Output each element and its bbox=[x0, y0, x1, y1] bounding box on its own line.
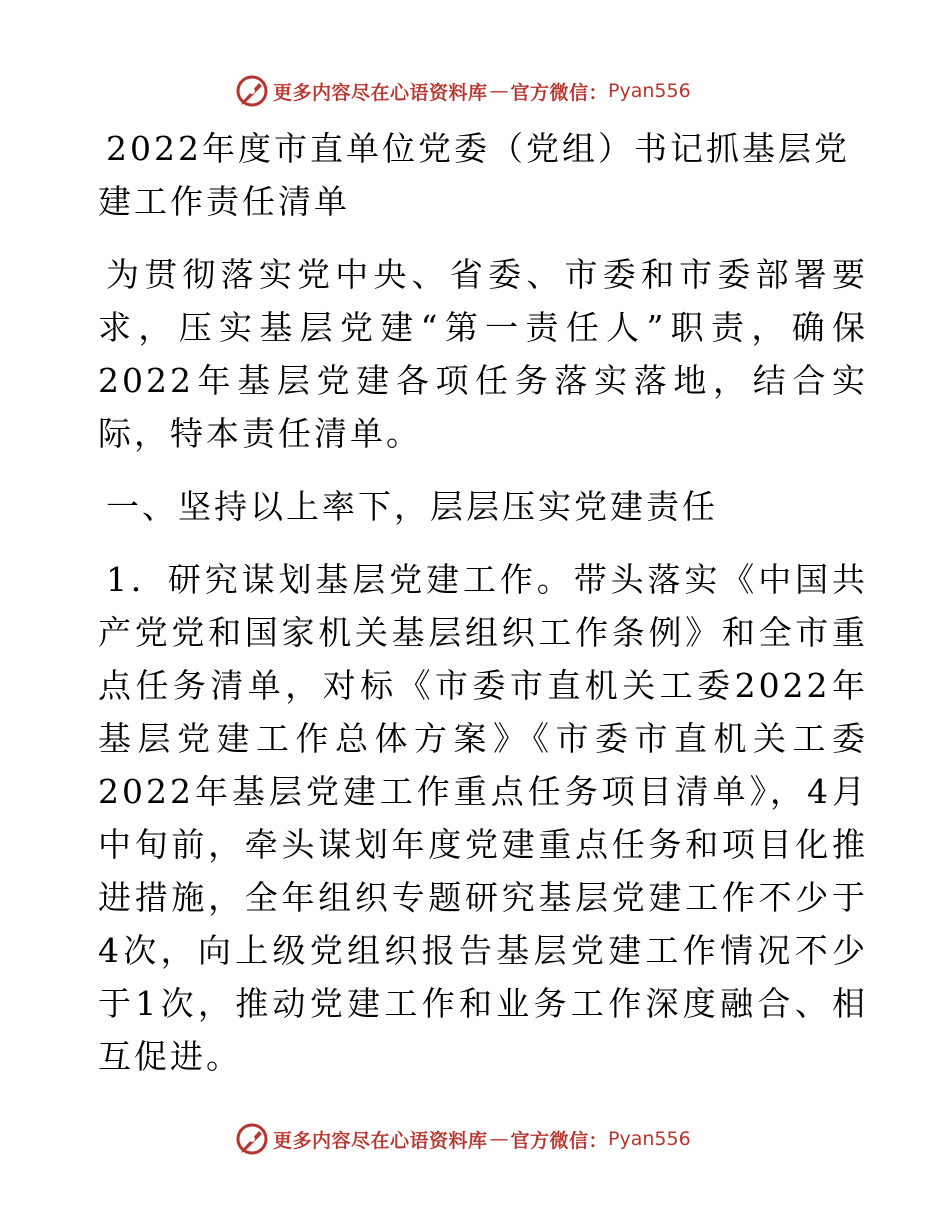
watermark-brand-text: 更多内容尽在心语资料库 bbox=[273, 81, 488, 104]
document-body bbox=[98, 122, 868, 1083]
intro-paragraph: 为贯彻落实党中央、省委、市委和市委部署要求，压实基层党建“第一责任人”职责，确保2022年基层党建各项任务落实落地，结合实际，特本责任清单。 bbox=[98, 255, 868, 453]
quill-pen-logo-icon bbox=[235, 1122, 269, 1156]
watermark-separator: — bbox=[489, 1128, 509, 1150]
section-1-heading: 一、坚持以上率下，层层压实党建责任 bbox=[106, 487, 718, 526]
quill-pen-logo-icon bbox=[235, 74, 269, 108]
watermark-brand-text: 更多内容尽在心语资料库 bbox=[273, 1129, 488, 1152]
watermark-wechat-account: Pyan556 bbox=[608, 80, 691, 102]
document-title: 2022年度市直单位党委（党组）书记抓基层党建工作责任清单 bbox=[98, 129, 850, 221]
item-1-paragraph: 1．研究谋划基层党建工作。带头落实《中国共产党党和国家机关基层组织工作条例》和全市重点任务清单，对标《市委市直机关工委2022年基层党建工作总体方案》《市委市直机关工委2022年基层党建工作重点任务项目清单》，4月中旬前，牵头谋划年度党建重点任务和项目化推进措施，全年组织专题研究基层党建工作不少于4次，向上级党组织报告基层党建工作情况不少于1次，推动党建工作和业务工作深度融合、相互促进。 bbox=[98, 560, 868, 1076]
watermark-separator: — bbox=[489, 80, 509, 102]
watermark-footer bbox=[235, 1122, 755, 1156]
watermark-wechat-account: Pyan556 bbox=[608, 1128, 691, 1150]
watermark-wechat-label: 官方微信： bbox=[510, 81, 609, 104]
watermark-wechat-label: 官方微信： bbox=[510, 1129, 609, 1152]
watermark-header bbox=[235, 74, 755, 108]
